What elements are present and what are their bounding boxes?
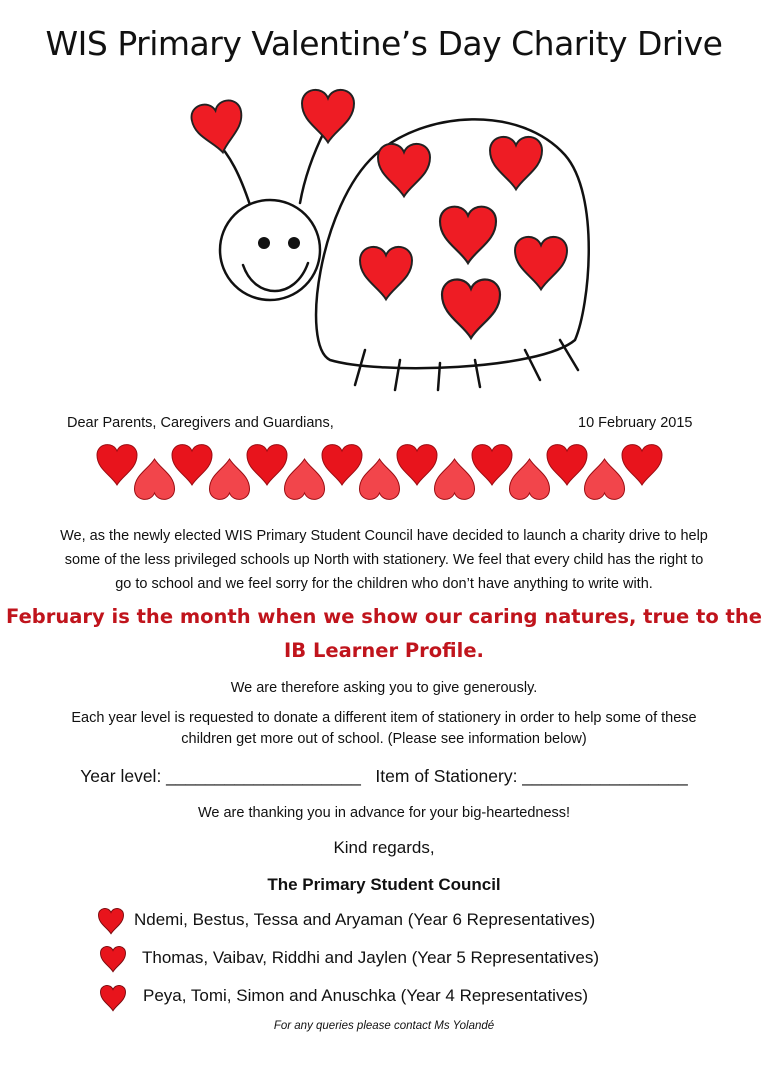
border-heart-icon [285, 459, 325, 499]
border-heart-icon [247, 445, 287, 485]
highlight-line: IB Learner Profile. [284, 639, 484, 662]
border-heart-icon [435, 459, 475, 499]
border-heart-icon [510, 459, 550, 499]
border-heart-icon [397, 445, 437, 485]
ladybug-illustration [180, 85, 600, 395]
request-line: children get more out of school. (Please see information below) [181, 731, 587, 747]
request-line: Each year level is requested to donate a different item of stationery in order to help some of these [71, 710, 697, 726]
border-heart-icon [622, 445, 662, 485]
year5-representatives: Thomas, Vaibav, Riddhi and Jaylen (Year 5 Representatives) [142, 948, 600, 967]
border-heart-icon [210, 459, 250, 499]
border-heart-icon [135, 459, 175, 499]
representative-row [97, 943, 129, 978]
heart-icon [97, 943, 129, 973]
letter-date: 10 February 2015 [578, 415, 693, 431]
intro-line: go to school and we feel sorry for the children who don’t have anything to write with. [115, 576, 653, 592]
year-level-field[interactable]: Year level: ____________________ [80, 766, 361, 786]
year4-representatives: Peya, Tomi, Simon and Anuschka (Year 4 Representatives) [143, 986, 589, 1005]
border-heart-icon [472, 445, 512, 485]
intro-paragraph [0, 524, 768, 596]
border-heart-icon [547, 445, 587, 485]
representative-row [97, 982, 129, 1017]
request-paragraph [0, 708, 768, 750]
thanks-text: We are thanking you in advance for your big-heartedness! [197, 805, 571, 821]
response-form [0, 766, 768, 787]
greeting: Dear Parents, Caregivers and Guardians, [67, 415, 334, 431]
highlight-message [0, 600, 768, 668]
intro-line: some of the less privileged schools up North with stationery. We feel that every child has the right to [64, 552, 704, 568]
border-heart-icon [97, 445, 137, 485]
intro-line: We, as the newly elected WIS Primary Student Council have decided to launch a charity drive to help [60, 528, 708, 544]
border-heart-icon [322, 445, 362, 485]
border-heart-icon [585, 459, 625, 499]
council-name: The Primary Student Council [267, 875, 501, 894]
ask-text: We are therefore asking you to give generously. [230, 680, 538, 696]
representative-row [95, 905, 127, 940]
regards-text: Kind regards, [333, 838, 435, 857]
border-heart-icon [360, 459, 400, 499]
heart-icon [95, 905, 127, 935]
page-title: WIS Primary Valentine’s Day Charity Drive [45, 24, 723, 63]
stationery-item-field[interactable]: Item of Stationery: _________________ [375, 766, 688, 786]
border-heart-icon [172, 445, 212, 485]
year6-representatives: Ndemi, Bestus, Tessa and Aryaman (Year 6 Representatives) [134, 910, 596, 929]
heart-border-decoration [95, 444, 675, 500]
heart-icon [97, 982, 129, 1012]
highlight-line: February is the month when we show our caring natures, true to the [6, 605, 762, 628]
contact-note: For any queries please contact Ms Yolandé [273, 1020, 495, 1032]
